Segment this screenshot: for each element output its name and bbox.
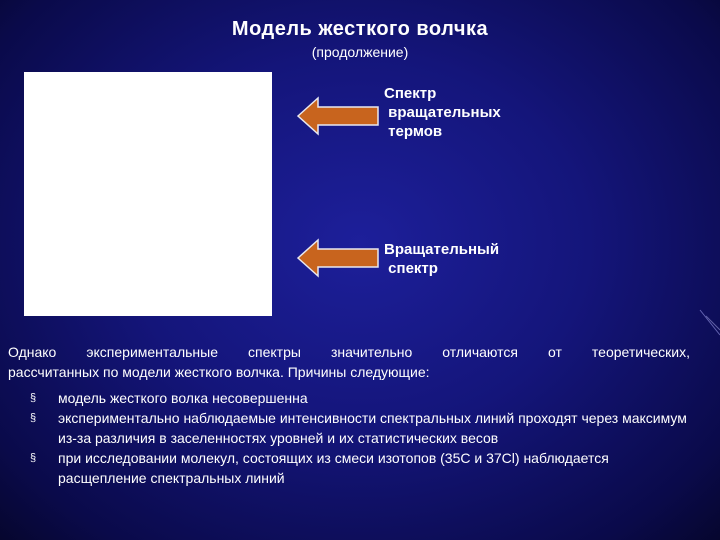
bullet-marker: § xyxy=(30,452,37,464)
list-item-text: модель жесткого волка несовершенна xyxy=(58,390,308,406)
list-item-text: экспериментально наблюдаемые интенсивности спектральных линий проходят через максимум из-за различия в заселенностях уровней и их статистических весов xyxy=(58,410,687,446)
list-item-text: при исследовании молекул, состоящих из смеси изотопов (35C и 37Cl) наблюдается расщепление спектральных линий xyxy=(58,450,609,486)
image-placeholder xyxy=(24,72,272,316)
arrow-label-rotational-terms: Спектр вращательных термов xyxy=(384,85,501,140)
body-paragraph xyxy=(8,342,690,382)
slide-title: Модель жесткого волчка xyxy=(231,18,489,40)
arrow-left-icon xyxy=(296,96,380,136)
bullet-marker: § xyxy=(30,412,37,424)
paragraph-line-2: рассчитанных по модели жесткого волчка. Причины следующие: xyxy=(8,364,430,380)
list-item xyxy=(30,448,700,488)
bullet-list xyxy=(30,388,700,488)
slide-subtitle: (продолжение) xyxy=(311,44,409,60)
arrow-left-icon xyxy=(296,238,380,278)
paragraph-line-1: Однако экспериментальные спектры значительно отличаются от теоретических, xyxy=(8,344,690,360)
arrow-label-rotational-spectrum: Вращательный спектр xyxy=(384,241,500,277)
bullet-marker: § xyxy=(30,392,37,404)
list-item xyxy=(30,408,700,448)
list-item xyxy=(30,388,700,408)
